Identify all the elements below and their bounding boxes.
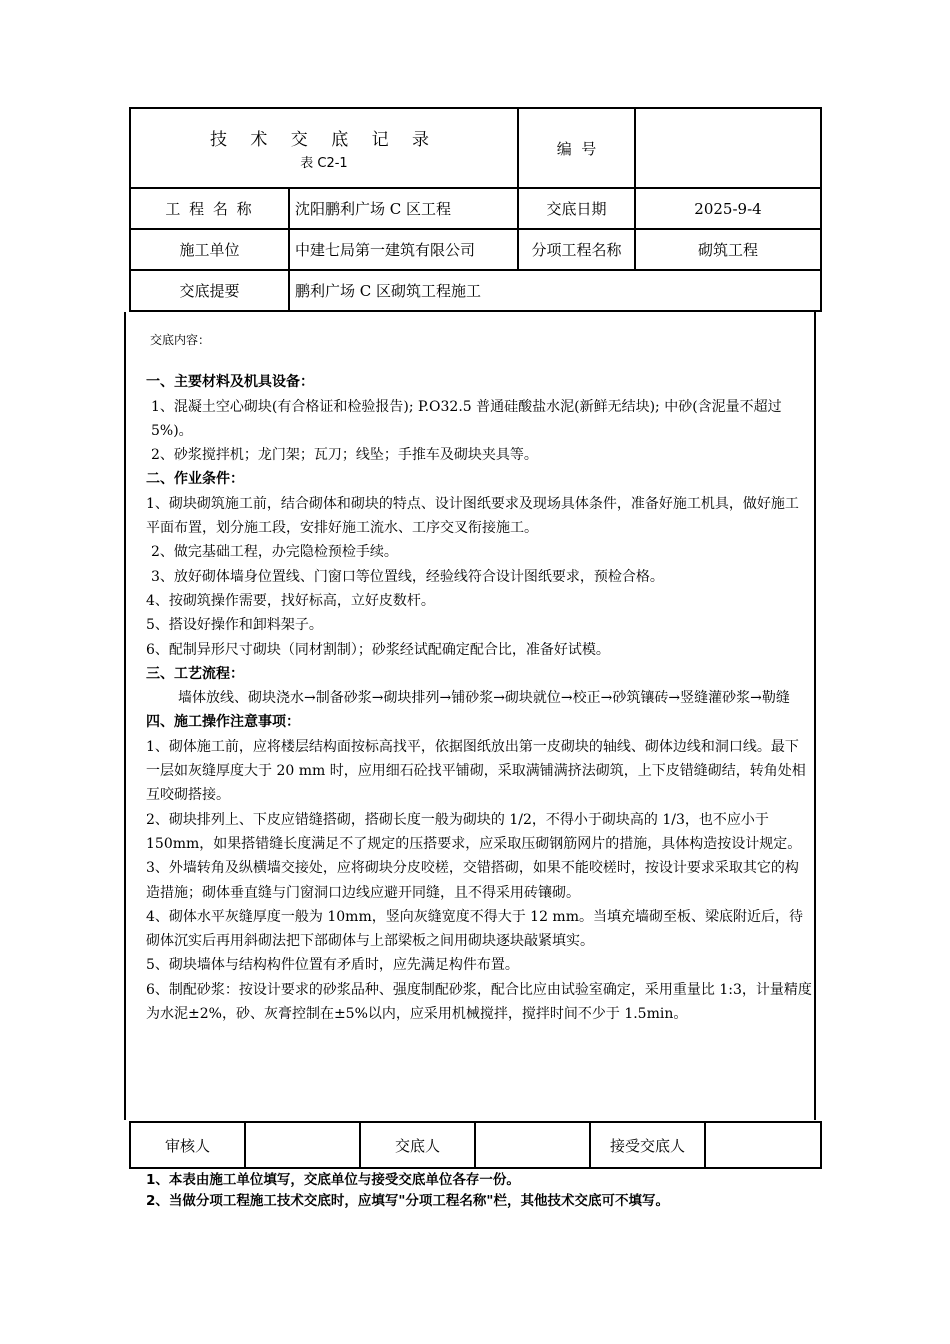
reviewer-value[interactable]	[245, 1122, 360, 1168]
project-name-label: 工 程 名 称	[130, 188, 289, 229]
section-2-item-5: 5、搭设好操作和卸料架子。	[146, 617, 323, 634]
contractor-label: 施工单位	[130, 229, 289, 270]
section-2-item-1: 1、砌块砌筑施工前，结合砌体和砌块的特点、设计图纸要求及现场具体条件，准备好施工机具，做好施工平面布置，划分施工段，安排好施工流水、工序交叉衔接施工。	[146, 495, 799, 537]
section-4-item-2: 2、砌块排列上、下皮应错缝搭砌，搭砌长度一般为砌块的 1/2，不得小于砌块高的 1/3，也不应小于 150mm，如果搭错缝长度满足不了规定的压搭要求，应采取压砌钢筋网片的措施，具体构造按设计规定。	[146, 811, 802, 852]
section-2-item-3: 3、放好砌体墙身位置线、门窗口等位置线，经验线符合设计图纸要求，预检合格。	[151, 568, 664, 585]
section-2-item-4: 4、按砌筑操作需要，找好标高，立好皮数杆。	[146, 592, 435, 609]
form-notes	[146, 1170, 669, 1212]
sub-project-value[interactable]: 砌筑工程	[635, 229, 821, 270]
section-4-item-1: 1、砌体施工前，应将楼层结构面按标高找平，依据图纸放出第一皮砌块的轴线、砌体边线和洞口线。最下一层如灰缝厚度大于 20 mm 时，应用细石砼找平铺砌，采取满铺满挤法砌筑，上下皮错缝砌结，转角处相互咬砌搭接。	[146, 738, 806, 804]
section-1-item-2: 2、砂浆搅拌机；龙门架；瓦刀；线坠；手推车及砌块夹具等。	[151, 447, 538, 464]
contractor-value[interactable]: 中建七局第一建筑有限公司	[289, 229, 518, 270]
date-label: 交底日期	[518, 188, 635, 229]
summary-label: 交底提要	[130, 270, 289, 311]
section-4-item-5: 5、砌块墙体与结构构件位置有矛盾时，应先满足构件布置。	[146, 957, 519, 974]
section-2-title: 二、作业条件：	[146, 471, 244, 488]
section-2-item-6: 6、配制异形尺寸砌块（同材割制）；砂浆经试配确定配合比，准备好试模。	[146, 641, 610, 658]
note-1: 1、本表由施工单位填写，交底单位与接受交底单位各存一份。	[146, 1172, 520, 1188]
discloser-value[interactable]	[475, 1122, 590, 1168]
project-name-value[interactable]: 沈阳鹏利广场 C 区工程	[289, 188, 518, 229]
summary-value[interactable]: 鹏利广场 C 区砌筑工程施工	[289, 270, 821, 311]
note-2: 2、当做分项工程施工技术交底时，应填写"分项工程名称"栏，其他技术交底可不填写。	[146, 1193, 669, 1209]
content-box	[124, 312, 816, 1120]
number-label: 编 号	[518, 108, 635, 188]
sub-project-label: 分项工程名称	[518, 229, 635, 270]
section-4-item-3: 3、外墙转角及纵横墙交接处，应将砌块分皮咬槎，交错搭砌，如果不能咬槎时，按设计要求采取其它的构造措施；砌体垂直缝与门窗洞口边线应避开同缝，且不得采用砖镶砌。	[146, 860, 799, 901]
section-4-item-6: 6、制配砂浆：按设计要求的砂浆品种、强度制配砂浆，配合比应由试验室确定，采用重量比 1:3，计量精度为水泥±2%，砂、灰膏控制在±5%以内，应采用机械搅拌，搅拌时间不少于 1.5min。	[146, 981, 812, 1023]
section-1-item-1: 1、混凝土空心砌块(有合格证和检验报告); P.O32.5 普通硅酸盐水泥(新鲜无结块); 中砂(含泥量不超过 5%)。	[151, 398, 782, 439]
section-4-title: 四、施工操作注意事项：	[146, 714, 300, 731]
section-3-title: 三、工艺流程：	[146, 665, 244, 682]
signature-table	[129, 1121, 822, 1169]
receiver-label: 接受交底人	[590, 1122, 705, 1168]
content-intro: 交底内容：	[150, 333, 211, 347]
date-value[interactable]: 2025-9-4	[635, 188, 821, 229]
section-4-item-4: 4、砌体水平灰缝厚度一般为 10mm，竖向灰缝宽度不得大于 12 mm。当填充墙砌至板、梁底附近后，待砌体沉实后再用斜砌法把下部砌体与上部梁板之间用砌块逐块敲紧填实。	[146, 908, 803, 950]
header-table	[129, 107, 822, 312]
form-title-cell	[130, 108, 518, 188]
number-value[interactable]	[635, 108, 821, 188]
section-1-title: 一、主要材料及机具设备：	[146, 374, 314, 391]
discloser-label: 交底人	[360, 1122, 475, 1168]
reviewer-label: 审核人	[130, 1122, 245, 1168]
section-2-item-2: 2、做完基础工程，办完隐检预检手续。	[151, 544, 398, 561]
receiver-value[interactable]	[705, 1122, 821, 1168]
content-text	[146, 328, 812, 1026]
form-title: 技 术 交 底 记 录	[209, 130, 439, 150]
section-3-flow: 墙体放线、砌块浇水→制备砂浆→砌块排列→铺砂浆→砌块就位→校正→砂筑镶砖→竖缝灌砂浆→勒缝	[178, 690, 790, 707]
form-code: 表 C2-1	[300, 156, 348, 171]
